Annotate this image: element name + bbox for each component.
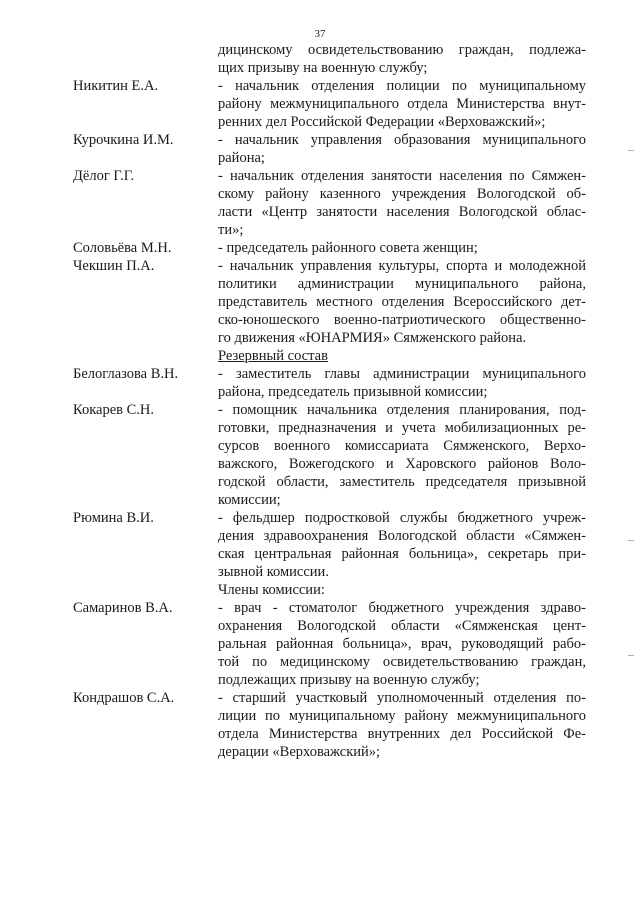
member-name: Кокарев С.Н. [73,402,155,418]
description-line: лиции по муниципальному району межмуниципального [218,708,586,724]
description-line: ти»; [218,222,244,238]
description-line: - врач - стоматолог бюджетного учреждения здраво- [218,600,586,616]
description-line: ральная районная больница», врач, руководящий рабо- [218,636,586,652]
description-line: - начальник управления культуры, спорта и молодежной [218,258,586,274]
description-line: - заместитель главы администрации муниципального [218,366,586,382]
description-line: дения здравоохранения Вологодской области «Сямжен- [218,528,586,544]
description-line: района; [218,150,265,166]
member-name: Никитин Е.А. [73,78,159,94]
member-description [218,599,586,689]
member-name: Дёлог Г.Г. [73,168,135,184]
description-line: ская центральная районная больница», секретарь при- [218,546,586,562]
description-line: готовки, предназначения и учета мобилизационных ре- [218,420,586,436]
member-description [218,131,586,167]
description-line: сурсов военного комиссариата Сямженского, Верхо- [218,438,586,454]
member-description [218,257,586,347]
description-line: го движения «ЮНАРМИЯ» Сямженского района. [218,330,527,346]
description-line: подлежащих призыву на военную службу; [218,672,480,688]
description-line: той по медицинскому освидетельствованию граждан, [218,654,586,670]
member-description [218,77,586,131]
scan-mark [628,150,634,151]
description-line: - председатель районного совета женщин; [218,240,478,256]
member-entry [0,239,640,257]
description-line: - начальник отделения полиции по муниципальному [218,78,586,94]
description-line: годской области, заместитель председателя призывной [218,474,586,490]
member-entry [0,401,640,509]
description-line: политики администрации муниципального района, [218,276,586,292]
member-entry [0,599,640,689]
description-line: ласти «Центр занятости населения Вологодской облас- [218,204,586,220]
member-name: Белоглазова В.Н. [73,366,179,382]
description-line: ренних дел Российской Федерации «Верховажский»; [218,114,546,130]
member-description [218,509,586,581]
page-number: 37 [314,28,326,40]
description-line: - начальник отделения занятости населения по Сямжен- [218,168,586,184]
description-line: - фельдшер подростковой службы бюджетного учреж- [218,510,586,526]
member-entry [0,365,640,401]
document-body [0,41,640,761]
description-line: комиссии; [218,492,281,508]
description-line: важского, Вожегодского и Харовского районов Воло- [218,456,586,472]
scan-mark [628,655,634,656]
member-name: Соловьёва М.Н. [73,240,172,256]
description-line: представитель местного отделения Всероссийского дет- [218,294,586,310]
description-line: охранения Вологодской области «Сямженская цент- [218,618,586,634]
member-entry [0,167,640,239]
description-line: дицинскому освидетельствованию граждан, подлежа- [218,42,586,58]
member-description [218,365,586,401]
reserve-heading: Резервный состав [218,348,328,364]
member-entry [0,77,640,131]
member-entry [0,689,640,761]
description-line: дерации «Верховажский»; [218,744,381,760]
member-description [218,167,586,239]
description-line: району межмуниципального отдела Министерства внут- [218,96,586,112]
description-line: ско-юношеского военно-патриотического общественно- [218,312,586,328]
continuation-block [0,41,640,77]
description-line: района, председатель призывной комиссии; [218,384,488,400]
description-line: отдела Министерства внутренних дел Российской Фе- [218,726,586,742]
description-line: - старший участковый уполномоченный отделения по- [218,690,586,706]
description-line: - начальник управления образования муниципального [218,132,586,148]
member-name: Чекшин П.А. [73,258,155,274]
member-name: Самаринов В.А. [73,600,173,616]
description-line: щих призыву на военную службу; [218,60,428,76]
member-description [218,689,586,761]
member-name: Рюмина В.И. [73,510,154,526]
member-description [218,401,586,509]
scan-mark [628,540,634,541]
member-entry [0,131,640,167]
member-entry [0,257,640,347]
member-description [218,239,586,257]
description-line: - помощник начальника отделения планирования, под- [218,402,586,418]
description-line: скому району казенного учреждения Вологодской об- [218,186,586,202]
member-name: Кондрашов С.А. [73,690,175,706]
description-line: зывной комиссии. [218,564,329,580]
member-name: Курочкина И.М. [73,132,174,148]
member-entry [0,509,640,581]
members-heading: Члены комиссии: [218,582,325,598]
